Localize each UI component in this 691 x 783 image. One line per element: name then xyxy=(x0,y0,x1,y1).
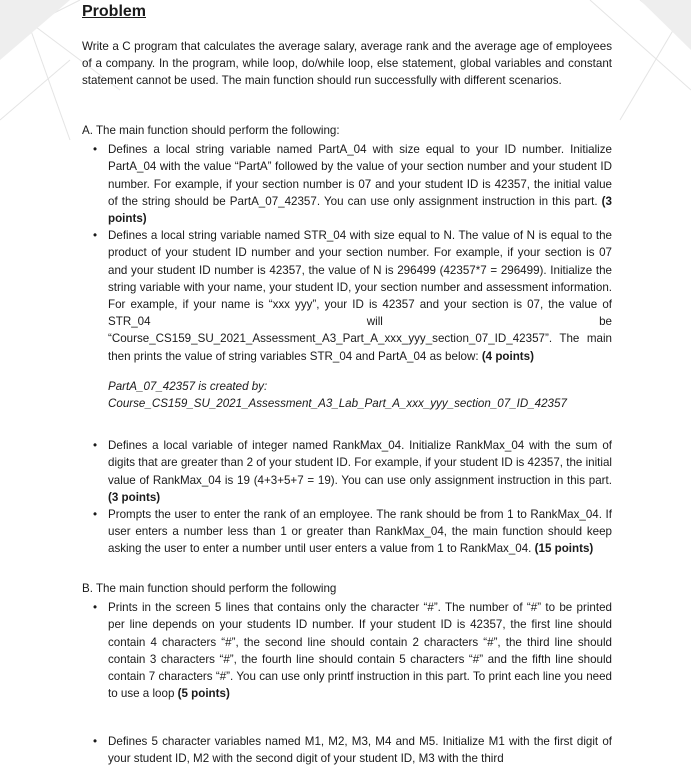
list-item xyxy=(82,599,612,702)
list-item xyxy=(82,141,612,227)
bullet-icon: • xyxy=(93,439,98,453)
section-b-heading: B. The main function should perform the following xyxy=(82,582,337,595)
page-title: Problem xyxy=(82,3,147,20)
section-a-heading: A. The main function should perform the following: xyxy=(82,124,340,137)
list-item xyxy=(82,506,612,558)
list-item xyxy=(82,437,612,506)
bullet-icon: • xyxy=(93,735,98,748)
intro-paragraph: Write a C program that calculates the average salary, average rank and the average age of employees of a company. In the program, while loop, do/while loop, else statement, global variables and constant statement cannot be used. The main function should run successfully with different scenarios. xyxy=(82,40,612,88)
bullet-icon: • xyxy=(93,601,98,615)
created-line-2: Course_CS159_SU_2021_Assessment_A3_Lab_Part_A_xxx_yyy_section_07_ID_42357 xyxy=(108,397,567,411)
section-b-continued xyxy=(82,733,612,767)
list-item-text: Defines a local string variable named STR_04 with size equal to N. The value of N is equal to the product of your student ID number and your section number. For example, if your section is 07 and your student ID number is 42357, the value of N is 296499 (42357*7 = 296499). Initialize the string variable with your name, your student ID, your section number and assessment information. For example, if your name is “xxx yyy”, your ID is 42357 and your section is 07, the value of STR_04 will be “Course_CS159_SU_2021_Assessment_A3_Part_A_xxx_yyy_section_07_ID_42357”. The main then prints the value of string variables STR_04 and PartA_04 as below: xyxy=(108,229,612,363)
list-item-text: Defines a local string variable named PartA_04 with size equal to your ID number. Initialize PartA_04 with the value “PartA” followed by the value of your section number and your student ID number. For example, if your section number is 07 and your student ID is 42357, the initial value of the string should be PartA_07_42357. You can use only assignment instruction in this part. xyxy=(108,143,612,208)
spacer xyxy=(82,412,612,437)
list-item-text: Defines 5 character variables named M1, M2, M3, M4 and M5. Initialize M1 with the first digit of your student ID, M2 with the second digit of your student ID, M3 with the third xyxy=(108,735,612,766)
points-label: (3 points) xyxy=(108,490,161,504)
created-line-1: PartA_07_42357 is created by: xyxy=(108,379,268,393)
points-label: (5 points) xyxy=(177,687,230,701)
list-item-text: Prints in the screen 5 lines that contains only the character “#”. The number of “#” to be printed per line depends on your students ID number. If your student ID is 42357, the first line should contain 4 characters “#”, the second line should contain 2 characters “#”, the third line should contain 3 characters “#”, the fourth line should contain 5 characters “#” and the fifth line should contain 7 characters “#”. You can use only printf instruction in this part. To print each line you need to use a loop xyxy=(108,601,612,701)
created-by-example xyxy=(108,378,612,412)
points-label: (3 points) xyxy=(108,194,612,226)
bullet-icon: • xyxy=(93,508,98,522)
list-item-text: Prompts the user to enter the rank of an employee. The rank should be from 1 to RankMax_04. If user enters a number less than 1 or greater than RankMax_04, the main function should keep asking the user to enter a number until user enters a value from 1 to RankMax_04. xyxy=(108,508,612,556)
section-a-list-2 xyxy=(82,437,612,557)
section-b xyxy=(82,580,612,702)
bullet-icon: • xyxy=(93,143,98,157)
bullet-icon: • xyxy=(93,229,98,243)
points-label: (4 points) xyxy=(481,349,534,363)
section-b-list-2 xyxy=(82,733,612,767)
section-b-list xyxy=(82,599,612,702)
list-item xyxy=(82,227,612,365)
list-item xyxy=(82,733,612,767)
section-a xyxy=(82,122,612,558)
section-a-list xyxy=(82,141,612,365)
points-label: (15 points) xyxy=(534,542,594,556)
list-item-text: Defines a local variable of integer named RankMax_04. Initialize RankMax_04 with the sum of digits that are greater than 2 of your student ID. For example, if your student ID is 42357, the initial value of RankMax_04 is 19 (4+3+5+7 = 19). You can use only assignment instruction in this part. xyxy=(108,439,612,487)
